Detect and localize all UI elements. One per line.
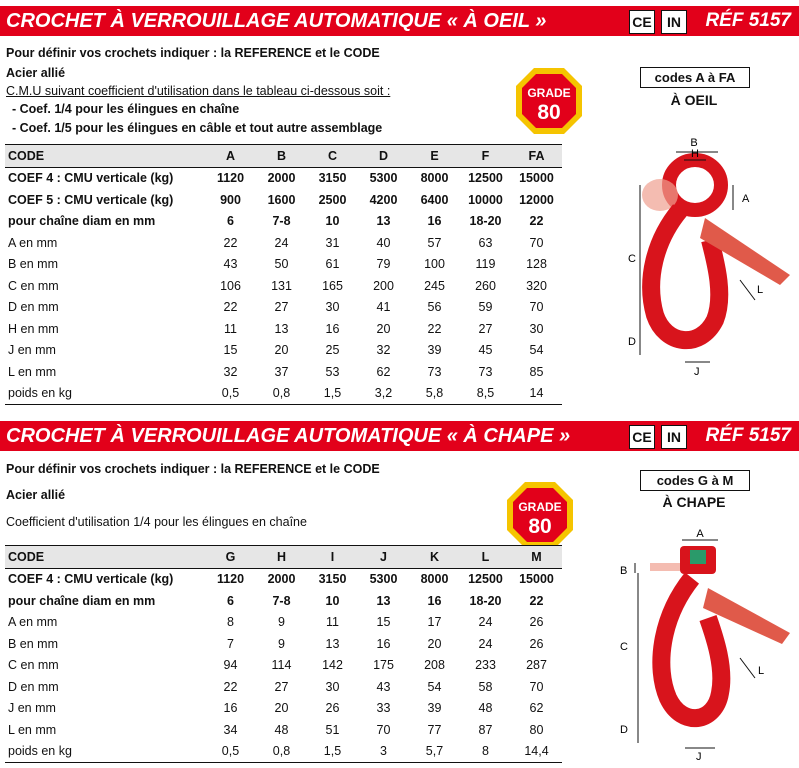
table-cell: 77 — [427, 722, 442, 737]
table-cell: 8000 — [420, 572, 449, 587]
table-cell: 39 — [427, 343, 442, 358]
table-row — [5, 383, 562, 405]
table-cell: 14,4 — [511, 741, 562, 763]
section1-codes-caption: À OEIL — [670, 92, 718, 108]
table-cell: 208 — [424, 658, 445, 673]
table-cell: 94 — [223, 658, 238, 673]
grade-top-text: GRADE — [518, 500, 562, 514]
table-cell: 70 — [529, 300, 544, 315]
dim-b-label: B — [690, 137, 698, 149]
table-cell: 200 — [373, 278, 394, 293]
table-cell: 27 — [478, 321, 493, 336]
table-cell: 22 — [223, 679, 238, 694]
table-header-cell: L — [460, 546, 511, 569]
table-cell: 70 — [529, 235, 544, 250]
table-cell: 16 — [325, 321, 340, 336]
table-cell: 131 — [271, 278, 292, 293]
table-cell: 14 — [511, 383, 562, 405]
table-cell: 50 — [274, 257, 289, 272]
table-cell: H en mm — [8, 321, 59, 336]
table-cell: 900 — [220, 192, 241, 207]
table-cell: 3150 — [318, 171, 347, 186]
dim-d-label: D — [628, 336, 636, 348]
table-cell: 85 — [529, 364, 544, 379]
table-cell: 8,5 — [460, 383, 511, 405]
table-cell: 12000 — [519, 192, 554, 207]
table-header-cell: FA — [511, 145, 562, 168]
table-cell: 87 — [478, 722, 493, 737]
table-cell: 30 — [325, 679, 340, 694]
table-cell: 2000 — [267, 171, 296, 186]
section1-intro: Pour définir vos crochets indiquer : la REFERENCE et le CODE — [6, 46, 380, 60]
grade-top-text: GRADE — [527, 86, 571, 100]
table-cell: 2000 — [267, 572, 296, 587]
table-row — [5, 275, 562, 297]
table-row — [5, 612, 562, 634]
table-cell: 128 — [526, 257, 547, 272]
table-cell: 37 — [274, 364, 289, 379]
dim-d-label: D — [620, 724, 628, 736]
table-header-cell: D — [358, 145, 409, 168]
table-cell: C en mm — [8, 278, 59, 293]
table-cell: J en mm — [8, 343, 56, 358]
table-cell: 119 — [475, 257, 496, 272]
section2-codes-box: codes G à M — [640, 470, 750, 491]
table-cell: 33 — [376, 701, 391, 716]
table-cell: C en mm — [8, 658, 59, 673]
clevis-hook-diagram-icon — [600, 528, 795, 763]
table-cell: 73 — [478, 364, 493, 379]
table-cell: 320 — [526, 278, 547, 293]
table-cell: 9 — [278, 636, 285, 651]
table-cell: 43 — [223, 257, 238, 272]
table-cell: B en mm — [8, 636, 59, 651]
table-header-cell: H — [256, 546, 307, 569]
table-cell: 34 — [223, 722, 238, 737]
table-row — [5, 297, 562, 319]
table-header-cell: E — [409, 145, 460, 168]
dim-j-label: J — [696, 751, 702, 763]
table-cell: 7-8 — [272, 214, 291, 229]
table-header-cell: G — [205, 546, 256, 569]
dim-j-label: J — [694, 366, 700, 378]
dim-c-label: C — [628, 253, 636, 265]
grade-80-badge-icon — [505, 480, 575, 550]
table-cell: 51 — [325, 722, 340, 737]
grade-num-text: 80 — [528, 515, 552, 538]
table-cell: 73 — [427, 364, 442, 379]
table-cell: 0,5 — [205, 741, 256, 763]
table-cell: 6400 — [420, 192, 449, 207]
table-cell: 16 — [427, 214, 442, 229]
table-cell: 27 — [274, 679, 289, 694]
table-header-cell: I — [307, 546, 358, 569]
table-cell: COEF 5 : CMU verticale (kg) — [8, 192, 174, 207]
section2-title: CROCHET À VERROUILLAGE AUTOMATIQUE « À CHAPE » — [0, 421, 620, 451]
section1-ref: RÉF 5157 — [705, 10, 791, 31]
table-cell: 26 — [529, 636, 544, 651]
table-cell: 165 — [322, 278, 343, 293]
table-row — [5, 318, 562, 340]
table-cell: 16 — [223, 701, 238, 716]
table-cell: 7 — [227, 636, 234, 651]
table-cell: 106 — [220, 278, 241, 293]
table-row — [5, 189, 562, 211]
table-cell: 30 — [529, 321, 544, 336]
table-cell: L en mm — [8, 722, 57, 737]
in-mark-icon: IN — [661, 425, 687, 449]
section1-title: CROCHET À VERROUILLAGE AUTOMATIQUE « À OEIL » — [0, 6, 620, 36]
section-chape — [0, 410, 799, 768]
table-cell: poids en kg — [5, 383, 205, 405]
section1-banner-right — [619, 6, 799, 36]
table-cell: 62 — [529, 701, 544, 716]
table-cell: 15 — [223, 343, 238, 358]
section2-intro: Pour définir vos crochets indiquer : la REFERENCE et le CODE — [6, 462, 380, 476]
section1-coef1: - Coef. 1/4 pour les élingues en chaîne — [12, 102, 240, 116]
table-cell: 142 — [322, 658, 343, 673]
table-cell: 13 — [325, 636, 340, 651]
table-cell: 6 — [227, 214, 234, 229]
table-cell: 24 — [478, 636, 493, 651]
table-cell: 22 — [529, 214, 544, 229]
table-cell: 8 — [227, 615, 234, 630]
dim-b-label: B — [620, 565, 628, 577]
table-cell: 1,5 — [307, 383, 358, 405]
table-cell: 40 — [376, 235, 391, 250]
table-row — [5, 167, 562, 189]
dim-h-label: H — [691, 148, 699, 160]
section1-coef2: - Coef. 1/5 pour les élingues en câble et tout autre assemblage — [12, 121, 383, 135]
table-cell: 39 — [427, 701, 442, 716]
table-cell: 5300 — [369, 171, 398, 186]
table-row — [5, 741, 562, 763]
table-cell: 13 — [376, 593, 391, 608]
table-cell: 27 — [274, 300, 289, 315]
section2-banner-right — [619, 421, 799, 451]
table-cell: 22 — [529, 593, 544, 608]
table-header-cell: F — [460, 145, 511, 168]
table-row — [5, 232, 562, 254]
dim-a-label: A — [696, 528, 704, 540]
table-cell: 22 — [223, 235, 238, 250]
table-cell: J en mm — [8, 701, 56, 716]
table-cell: B en mm — [8, 257, 59, 272]
table-header-cell: C — [307, 145, 358, 168]
table-cell: D en mm — [8, 679, 59, 694]
table-cell: 5300 — [369, 572, 398, 587]
table-cell: 8000 — [420, 171, 449, 186]
table-cell: 15000 — [519, 572, 554, 587]
table-cell: 3150 — [318, 572, 347, 587]
table-cell: 54 — [427, 679, 442, 694]
table-header-cell: K — [409, 546, 460, 569]
ce-mark-icon: CE — [629, 10, 655, 34]
table-cell: 245 — [424, 278, 445, 293]
table-cell: 260 — [475, 278, 496, 293]
table-cell: 20 — [274, 701, 289, 716]
dim-a-label: A — [742, 193, 750, 205]
table-cell: 22 — [223, 300, 238, 315]
table-cell: 0,5 — [205, 383, 256, 405]
table-cell: 62 — [376, 364, 391, 379]
table-header-cell: J — [358, 546, 409, 569]
table-cell: 5,7 — [409, 741, 460, 763]
table-cell: 1600 — [267, 192, 296, 207]
table-cell: 43 — [376, 679, 391, 694]
table-header-cell: CODE — [5, 546, 205, 569]
table-cell: poids en kg — [5, 741, 205, 763]
table-cell: 22 — [427, 321, 442, 336]
dim-c-label: C — [620, 641, 628, 653]
section1-table — [5, 144, 562, 405]
table-cell: 24 — [478, 615, 493, 630]
table-cell: 53 — [325, 364, 340, 379]
table-header-cell: A — [205, 145, 256, 168]
table-cell: 48 — [274, 722, 289, 737]
table-cell: 30 — [325, 300, 340, 315]
table-cell: 70 — [529, 679, 544, 694]
table-cell: 3 — [358, 741, 409, 763]
grade-num-text: 80 — [537, 101, 561, 124]
table-cell: 61 — [325, 257, 340, 272]
table-cell: pour chaîne diam en mm — [8, 214, 156, 229]
table-cell: 13 — [274, 321, 289, 336]
table-cell: 26 — [529, 615, 544, 630]
table-cell: A en mm — [8, 615, 58, 630]
table-cell: 12500 — [468, 572, 503, 587]
table-cell: 11 — [326, 615, 339, 630]
table-cell: 18-20 — [469, 593, 502, 608]
table-cell: 16 — [376, 636, 391, 651]
table-cell: 10 — [325, 214, 340, 229]
table-cell: 80 — [529, 722, 544, 737]
table-row — [5, 698, 562, 720]
table-cell: 25 — [325, 343, 340, 358]
table-cell: 17 — [427, 615, 442, 630]
table-cell: D en mm — [8, 300, 59, 315]
table-cell: 57 — [427, 235, 442, 250]
table-cell: 16 — [427, 593, 442, 608]
table-cell: 32 — [376, 343, 391, 358]
table-cell: 63 — [478, 235, 493, 250]
table-cell: 15 — [376, 615, 391, 630]
ce-mark-icon: CE — [629, 425, 655, 449]
table-cell: L en mm — [8, 364, 57, 379]
table-cell: 24 — [274, 235, 289, 250]
table-cell: pour chaîne diam en mm — [8, 593, 156, 608]
table-cell: 233 — [475, 658, 496, 673]
table-cell: 13 — [376, 214, 391, 229]
table-cell: 48 — [478, 701, 493, 716]
dim-l-label: L — [757, 284, 764, 296]
section2-codes-caption: À CHAPE — [662, 494, 726, 510]
table-header-row — [5, 145, 562, 168]
table-row — [5, 340, 562, 362]
table-cell: 15000 — [519, 171, 554, 186]
table-cell: 18-20 — [469, 214, 502, 229]
table-row — [5, 211, 562, 233]
table-cell: 7-8 — [272, 593, 291, 608]
table-cell: 0,8 — [256, 741, 307, 763]
section2-steel: Acier allié — [6, 488, 66, 502]
table-cell: 41 — [376, 300, 391, 315]
section1-cmu-text: C.M.U suivant coefficient d'utilisation dans le tableau ci-dessous soit : — [6, 84, 391, 98]
table-cell: 2500 — [318, 192, 347, 207]
table-cell: 26 — [325, 701, 340, 716]
table-cell: 1,5 — [307, 741, 358, 763]
table-cell: 79 — [376, 257, 391, 272]
section2-coef: Coefficient d'utilisation 1/4 pour les élingues en chaîne — [6, 515, 307, 529]
table-cell: 45 — [478, 343, 493, 358]
table-header-row — [5, 546, 562, 569]
table-cell: 5,8 — [409, 383, 460, 405]
section2-ref: RÉF 5157 — [705, 425, 791, 446]
table-cell: 58 — [478, 679, 493, 694]
table-cell: 10000 — [468, 192, 503, 207]
table-cell: 1120 — [216, 171, 245, 186]
section1-steel: Acier allié — [6, 66, 66, 80]
section1-codes-box: codes A à FA — [640, 67, 750, 88]
table-cell: 175 — [373, 658, 394, 673]
table-row — [5, 633, 562, 655]
table-cell: 4200 — [369, 192, 398, 207]
table-row — [5, 719, 562, 741]
table-cell: 12500 — [468, 171, 503, 186]
table-cell: 32 — [223, 364, 238, 379]
table-cell: 0,8 — [256, 383, 307, 405]
table-cell: 54 — [529, 343, 544, 358]
section2-table — [5, 545, 562, 763]
table-cell: 114 — [271, 658, 292, 673]
table-cell: 31 — [325, 235, 340, 250]
table-header-cell: CODE — [5, 145, 205, 168]
table-cell: 11 — [224, 321, 237, 336]
table-row — [5, 568, 562, 590]
table-cell: 287 — [526, 658, 547, 673]
grade-80-badge-icon — [514, 66, 584, 136]
table-header-cell: B — [256, 145, 307, 168]
table-cell: COEF 4 : CMU verticale (kg) — [8, 171, 174, 186]
table-row — [5, 254, 562, 276]
table-cell: 8 — [460, 741, 511, 763]
table-cell: 20 — [274, 343, 289, 358]
table-row — [5, 655, 562, 677]
table-cell: 20 — [427, 636, 442, 651]
eye-hook-diagram-icon — [600, 130, 795, 380]
table-row — [5, 361, 562, 383]
table-row — [5, 590, 562, 612]
table-cell: 3,2 — [358, 383, 409, 405]
table-cell: 20 — [376, 321, 391, 336]
dim-l-label: L — [758, 665, 765, 677]
table-cell: 1120 — [216, 572, 245, 587]
table-header-cell: M — [511, 546, 562, 569]
table-cell: 10 — [325, 593, 340, 608]
table-cell: 59 — [478, 300, 493, 315]
table-cell: 9 — [278, 615, 285, 630]
table-cell: A en mm — [8, 235, 58, 250]
table-cell: 70 — [376, 722, 391, 737]
table-cell: 56 — [427, 300, 442, 315]
in-mark-icon: IN — [661, 10, 687, 34]
table-cell: 100 — [424, 257, 445, 272]
table-cell: COEF 4 : CMU verticale (kg) — [8, 572, 174, 587]
table-row — [5, 676, 562, 698]
table-cell: 6 — [227, 593, 234, 608]
